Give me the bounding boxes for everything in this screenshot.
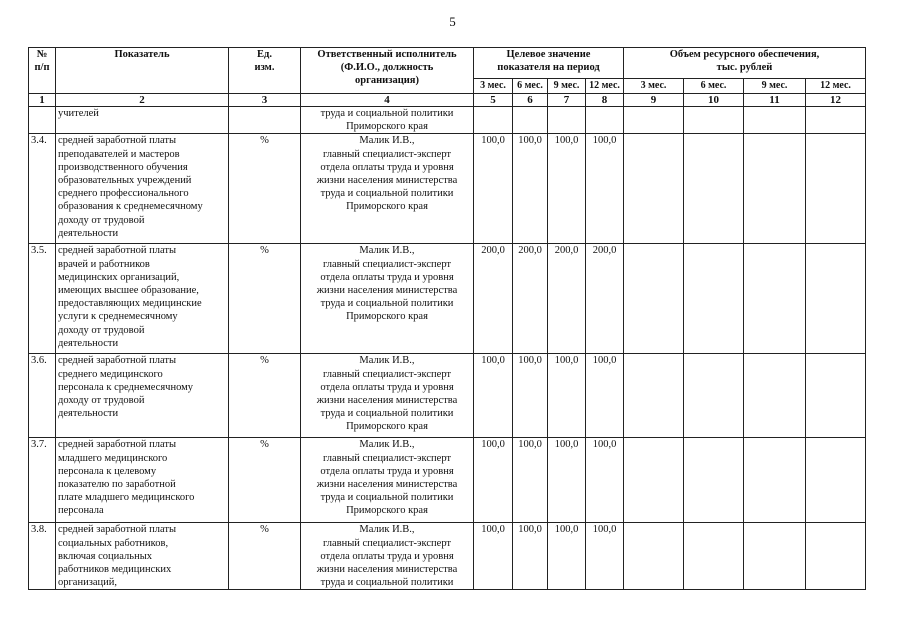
column-number-2: 2 [56,94,229,107]
indicator-cell: средней заработной платы младшего медицинского персонала к целевому показателю по заработной плате младшего медицинского персонала [56,438,229,523]
resource-value-cell [684,523,744,590]
header-resource-period-1: 3 мес. [624,79,684,94]
column-number-12: 12 [806,94,866,107]
unit-cell: % [229,523,301,590]
table-row [29,523,866,590]
column-number-6: 6 [513,94,548,107]
resource-value-cell [744,244,806,354]
page-number: 5 [449,14,456,29]
responsible-cell: Малик И.В., главный специалист-эксперт отдела оплаты труда и уровня жизни населения министерства труда и социальной политики Приморского края [301,354,474,438]
responsible-cell: труда и социальной политики Приморского края [301,107,474,134]
header-indicator: Показатель [56,48,229,94]
unit-cell: % [229,134,301,244]
target-value-cell: 200,0 [474,244,513,354]
unit-cell: % [229,354,301,438]
column-number-7: 7 [548,94,586,107]
column-number-4: 4 [301,94,474,107]
target-value-cell: 100,0 [513,523,548,590]
resource-value-cell [684,438,744,523]
resource-value-cell [744,354,806,438]
target-value-cell: 100,0 [548,523,586,590]
header-resource-period-4: 12 мес. [806,79,866,94]
resource-value-cell [684,244,744,354]
header-unit: Ед. изм. [229,48,301,94]
header-target-period-1: 3 мес. [474,79,513,94]
indicator-cell: средней заработной платы преподавателей и мастеров производственного обучения образовательных учреждений среднего профессионального образования к среднемесячному доходу от трудовой деятельности [56,134,229,244]
empty-cell [744,107,806,134]
empty-cell [548,107,586,134]
target-value-cell: 100,0 [474,134,513,244]
target-value-cell: 100,0 [513,438,548,523]
column-number-1: 1 [29,94,56,107]
unit-cell [229,107,301,134]
empty-cell [586,107,624,134]
header-resource-period-3: 9 мес. [744,79,806,94]
header-resource-period-2: 6 мес. [684,79,744,94]
indicator-cell: учителей [56,107,229,134]
resource-value-cell [684,354,744,438]
resource-value-cell [806,438,866,523]
target-value-cell: 100,0 [548,438,586,523]
column-number-5: 5 [474,94,513,107]
target-value-cell: 100,0 [474,438,513,523]
row-num-cell: 3.7. [29,438,56,523]
empty-cell [684,107,744,134]
column-number-3: 3 [229,94,301,107]
row-num-cell: 3.6. [29,354,56,438]
header-target-period-4: 12 мес. [586,79,624,94]
resource-value-cell [684,134,744,244]
resource-value-cell [806,354,866,438]
indicator-cell: средней заработной платы врачей и работников медицинских организаций, имеющих высшее образование, предоставляющих медицинские услуги к среднемесячному доходу от трудовой деятельности [56,244,229,354]
target-value-cell: 100,0 [474,354,513,438]
responsible-cell: Малик И.В., главный специалист-эксперт отдела оплаты труда и уровня жизни населения министерства труда и социальной политики Приморского края [301,438,474,523]
resource-value-cell [624,244,684,354]
resource-value-cell [806,523,866,590]
table-row [29,244,866,354]
row-num-cell: 3.5. [29,244,56,354]
plan-table [28,47,866,590]
indicator-cell: средней заработной платы среднего медицинского персонала к среднемесячному доходу от трудовой деятельности [56,354,229,438]
target-value-cell: 100,0 [586,438,624,523]
header-target-period-2: 6 мес. [513,79,548,94]
unit-cell: % [229,244,301,354]
target-value-cell: 100,0 [513,354,548,438]
target-value-cell: 100,0 [586,523,624,590]
table-row [29,134,866,244]
resource-value-cell [806,244,866,354]
target-value-cell: 100,0 [586,134,624,244]
target-value-cell: 100,0 [548,134,586,244]
table-row [29,354,866,438]
target-value-cell: 100,0 [474,523,513,590]
resource-value-cell [806,134,866,244]
target-value-cell: 100,0 [548,354,586,438]
responsible-cell: Малик И.В., главный специалист-эксперт отдела оплаты труда и уровня жизни населения министерства труда и социальной политики [301,523,474,590]
resource-value-cell [624,438,684,523]
responsible-cell: Малик И.В., главный специалист-эксперт отдела оплаты труда и уровня жизни населения министерства труда и социальной политики Приморского края [301,244,474,354]
target-value-cell: 200,0 [586,244,624,354]
target-value-cell: 100,0 [513,134,548,244]
row-num-cell: 3.4. [29,134,56,244]
column-number-11: 11 [744,94,806,107]
resource-value-cell [624,134,684,244]
resource-value-cell [624,523,684,590]
table-row [29,438,866,523]
unit-cell: % [229,438,301,523]
row-num-cell [29,107,56,134]
resource-value-cell [744,438,806,523]
table-row [29,107,866,134]
column-number-9: 9 [624,94,684,107]
target-value-cell: 100,0 [586,354,624,438]
column-number-10: 10 [684,94,744,107]
column-number-8: 8 [586,94,624,107]
resource-value-cell [744,523,806,590]
empty-cell [474,107,513,134]
responsible-cell: Малик И.В., главный специалист-эксперт отдела оплаты труда и уровня жизни населения министерства труда и социальной политики Приморского края [301,134,474,244]
empty-cell [624,107,684,134]
header-resources: Объем ресурсного обеспечения, тыс. рублей [624,48,866,79]
indicator-cell: средней заработной платы социальных работников, включая социальных работников медицинских организаций, [56,523,229,590]
target-value-cell: 200,0 [513,244,548,354]
header-target-period-3: 9 мес. [548,79,586,94]
header-target: Целевое значение показателя на период [474,48,624,79]
header-num: № п/п [29,48,56,94]
empty-cell [513,107,548,134]
empty-cell [806,107,866,134]
header-responsible: Ответственный исполнитель (Ф.И.О., должность организация) [301,48,474,94]
target-value-cell: 200,0 [548,244,586,354]
resource-value-cell [744,134,806,244]
resource-value-cell [624,354,684,438]
row-num-cell: 3.8. [29,523,56,590]
